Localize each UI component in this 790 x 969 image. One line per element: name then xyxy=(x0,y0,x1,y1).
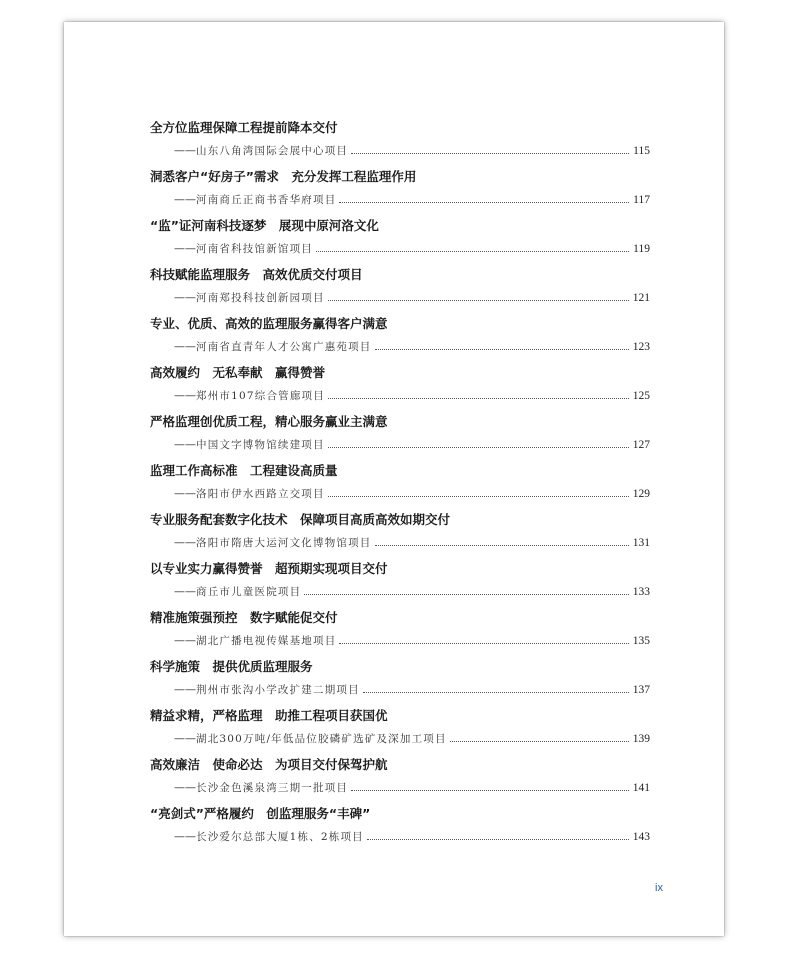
em-dash: —— xyxy=(174,830,196,843)
toc-entry-subline xyxy=(150,337,650,357)
toc-entry[interactable] xyxy=(150,314,650,363)
em-dash: —— xyxy=(174,487,196,500)
toc-entry-page-number: 143 xyxy=(632,831,650,843)
toc-entry[interactable] xyxy=(150,559,650,608)
dot-leader xyxy=(375,339,629,350)
dot-leader xyxy=(351,143,629,154)
toc-entry-subtitle: 长沙金色溪泉湾三期一批项目 xyxy=(196,782,349,794)
toc-entry-subline xyxy=(150,827,650,847)
toc-entry-title: 严格监理创优质工程，精心服务赢业主满意 xyxy=(150,414,388,429)
em-dash: —— xyxy=(174,144,196,157)
toc-entry-subtitle: 商丘市儿童医院项目 xyxy=(196,586,302,598)
dot-leader xyxy=(367,829,629,840)
toc-entry-subline xyxy=(150,582,650,602)
toc-entry-title: 专业、优质、高效的监理服务赢得客户满意 xyxy=(150,316,388,331)
dot-leader xyxy=(375,535,629,546)
toc-entry[interactable] xyxy=(150,755,650,804)
toc-entry[interactable] xyxy=(150,216,650,265)
em-dash: —— xyxy=(174,634,196,647)
toc-entry-subtitle: 郑州市107综合管廊项目 xyxy=(196,390,325,402)
toc-entry-subtitle: 长沙爱尔总部大厦1栋、2栋项目 xyxy=(196,831,364,843)
toc-entry[interactable] xyxy=(150,706,650,755)
toc-entry-subtitle: 山东八角湾国际会展中心项目 xyxy=(196,145,349,157)
toc-entry-title: 高效廉洁 使命必达 为项目交付保驾护航 xyxy=(150,757,388,772)
toc-entry-subtitle: 河南郑投科技创新园项目 xyxy=(196,292,325,304)
em-dash: —— xyxy=(174,389,196,402)
toc-entry-subtitle: 湖北300万吨/年低品位胶磷矿选矿及深加工项目 xyxy=(196,733,447,745)
toc-entry-subline xyxy=(150,288,650,308)
toc-entry-subline xyxy=(150,239,650,259)
em-dash: —— xyxy=(174,242,196,255)
toc-entry-title: 精益求精，严格监理 助推工程项目获国优 xyxy=(150,708,388,723)
toc-entry-subtitle: 洛阳市隋唐大运河文化博物馆项目 xyxy=(196,537,372,549)
toc-entry-subline xyxy=(150,141,650,161)
toc-entry-page-number: 139 xyxy=(632,733,650,745)
em-dash: —— xyxy=(174,536,196,549)
toc-entry-subline xyxy=(150,484,650,504)
toc-entry-page-number: 135 xyxy=(632,635,650,647)
toc-entry[interactable] xyxy=(150,118,650,167)
toc-entry-subline xyxy=(150,778,650,798)
em-dash: —— xyxy=(174,291,196,304)
table-of-contents xyxy=(150,118,650,853)
toc-entry[interactable] xyxy=(150,363,650,412)
toc-entry-subline xyxy=(150,533,650,553)
toc-entry-subline xyxy=(150,631,650,651)
dot-leader xyxy=(328,388,629,399)
toc-entry-subtitle: 河南省科技馆新馆项目 xyxy=(196,243,313,255)
dot-leader xyxy=(450,731,629,742)
toc-entry[interactable] xyxy=(150,657,650,706)
toc-entry-page-number: 119 xyxy=(633,243,650,255)
em-dash: —— xyxy=(174,585,196,598)
em-dash: —— xyxy=(174,438,196,451)
toc-entry-title: 科学施策 提供优质监理服务 xyxy=(150,659,313,674)
dot-leader xyxy=(304,584,628,595)
dot-leader xyxy=(316,241,629,252)
toc-entry-page-number: 117 xyxy=(633,194,650,206)
toc-entry-subline xyxy=(150,680,650,700)
toc-entry[interactable] xyxy=(150,412,650,461)
toc-entry-title: 监理工作高标准 工程建设高质量 xyxy=(150,463,338,478)
dot-leader xyxy=(328,290,629,301)
toc-entry-subtitle: 河南省直青年人才公寓广惠苑项目 xyxy=(196,341,372,353)
page-folio-number: ix xyxy=(655,882,663,894)
document-page xyxy=(64,22,724,936)
toc-entry-page-number: 125 xyxy=(632,390,650,402)
toc-entry-title: 全方位监理保障工程提前降本交付 xyxy=(150,120,338,135)
toc-entry-title: 精准施策强预控 数字赋能促交付 xyxy=(150,610,338,625)
toc-entry-subtitle: 河南商丘正商书香华府项目 xyxy=(196,194,337,206)
toc-entry-subline xyxy=(150,386,650,406)
toc-entry-page-number: 121 xyxy=(632,292,650,304)
toc-entry-page-number: 123 xyxy=(632,341,650,353)
toc-entry-page-number: 141 xyxy=(632,782,650,794)
toc-entry[interactable] xyxy=(150,461,650,510)
toc-entry-page-number: 115 xyxy=(633,145,650,157)
toc-entry-page-number: 133 xyxy=(632,586,650,598)
toc-entry[interactable] xyxy=(150,265,650,314)
toc-entry-title: 科技赋能监理服务 高效优质交付项目 xyxy=(150,267,363,282)
em-dash: —— xyxy=(174,732,196,745)
toc-entry-title: “监”证河南科技逐梦 展现中原河洛文化 xyxy=(150,218,379,233)
em-dash: —— xyxy=(174,683,196,696)
dot-leader xyxy=(328,486,629,497)
dot-leader xyxy=(363,682,629,693)
dot-leader xyxy=(339,192,629,203)
toc-entry-page-number: 129 xyxy=(632,488,650,500)
toc-entry-subtitle: 洛阳市伊水西路立交项目 xyxy=(196,488,325,500)
toc-entry-page-number: 137 xyxy=(632,684,650,696)
toc-entry[interactable] xyxy=(150,167,650,216)
toc-entry-page-number: 127 xyxy=(632,439,650,451)
dot-leader xyxy=(328,437,629,448)
toc-entry-title: 高效履约 无私奉献 赢得赞誉 xyxy=(150,365,326,380)
em-dash: —— xyxy=(174,193,196,206)
toc-entry-title: 洞悉客户“好房子”需求 充分发挥工程监理作用 xyxy=(150,169,417,184)
toc-entry-subtitle: 荆州市张沟小学改扩建二期项目 xyxy=(196,684,360,696)
toc-entry[interactable] xyxy=(150,510,650,559)
toc-entry-subtitle: 中国文字博物馆续建项目 xyxy=(196,439,325,451)
toc-entry[interactable] xyxy=(150,804,650,853)
em-dash: —— xyxy=(174,340,196,353)
toc-entry-page-number: 131 xyxy=(632,537,650,549)
toc-entry-title: 专业服务配套数字化技术 保障项目高质高效如期交付 xyxy=(150,512,451,527)
em-dash: —— xyxy=(174,781,196,794)
toc-entry-title: 以专业实力赢得赞誉 超预期实现项目交付 xyxy=(150,561,388,576)
toc-entry-subline xyxy=(150,435,650,455)
toc-entry-subline xyxy=(150,190,650,210)
toc-entry-subtitle: 湖北广播电视传媒基地项目 xyxy=(196,635,337,647)
toc-entry-subline xyxy=(150,729,650,749)
dot-leader xyxy=(351,780,629,791)
toc-entry[interactable] xyxy=(150,608,650,657)
toc-entry-title: “亮剑式”严格履约 创监理服务“丰碑” xyxy=(150,806,371,821)
dot-leader xyxy=(339,633,628,644)
